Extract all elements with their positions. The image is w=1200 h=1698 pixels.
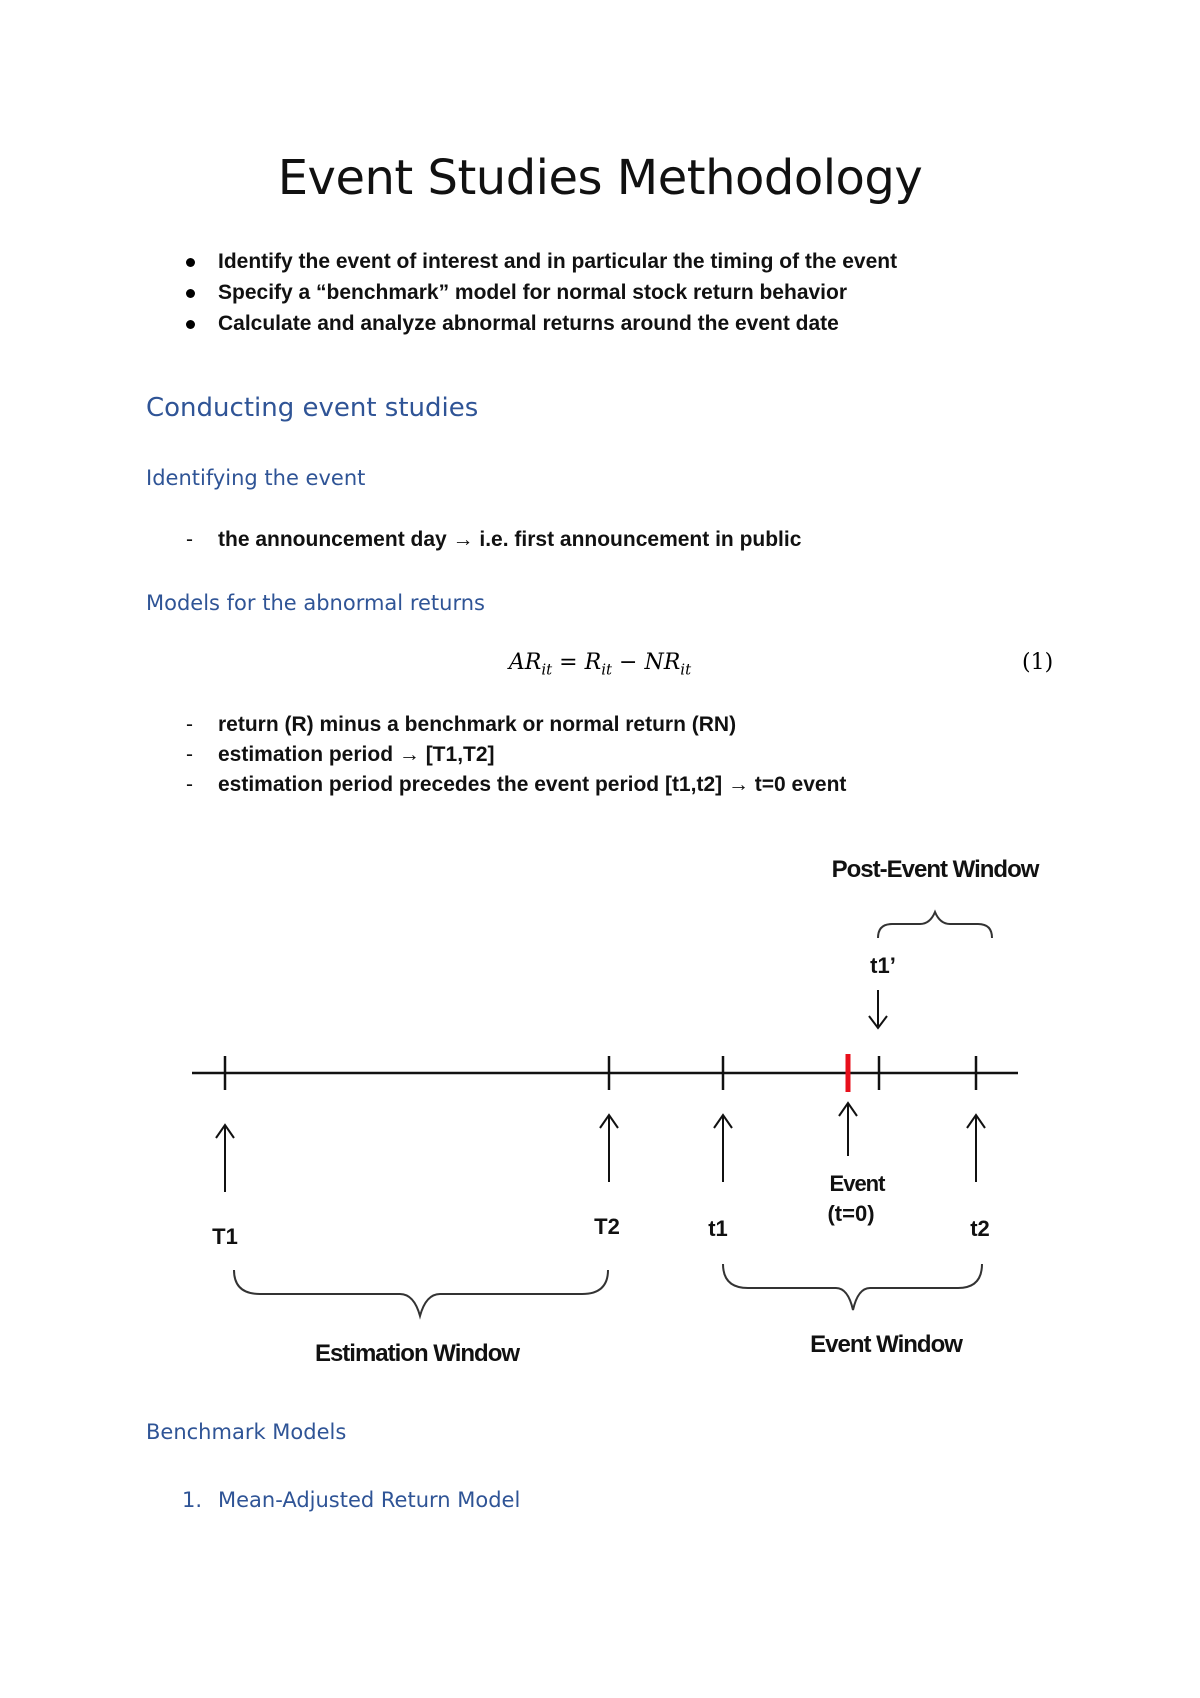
- post-event-window-brace: [878, 912, 992, 938]
- event-window-label: Event Window: [810, 1331, 962, 1358]
- estimation-window-brace: [234, 1270, 608, 1316]
- bullet-icon: [186, 258, 195, 267]
- post-event-window-label: Post-Event Window: [831, 856, 1039, 883]
- bullet-icon: [186, 320, 195, 329]
- label-event: Event: [829, 1171, 885, 1196]
- list-item: - estimation period → [T1,T2]: [186, 743, 495, 766]
- subheading-models: Models for the abnormal returns: [146, 591, 485, 615]
- up-arrow-icon: [216, 1125, 234, 1192]
- page-title: Event Studies Methodology: [277, 150, 923, 206]
- identifying-list: [180, 525, 801, 555]
- down-arrow-icon: [869, 990, 887, 1028]
- subheading-benchmark: Benchmark Models: [146, 1420, 347, 1444]
- up-arrow-icon: [967, 1115, 985, 1182]
- bullet-icon: [186, 289, 195, 298]
- label-event-t0: (t=0): [827, 1201, 875, 1226]
- event-timeline-diagram: [0, 840, 1200, 1400]
- t1-prime-label: t1’: [870, 953, 896, 978]
- up-arrow-icon: [600, 1115, 618, 1182]
- event-window-brace: [723, 1264, 982, 1310]
- list-item: Calculate and analyze abnormal returns around the event date: [180, 308, 897, 339]
- label-t2: t2: [970, 1216, 990, 1241]
- list-item: 1. Mean-Adjusted Return Model: [182, 1488, 521, 1512]
- list-item: Identify the event of interest and in particular the timing of the event: [180, 246, 897, 277]
- estimation-window-label: Estimation Window: [314, 1340, 520, 1367]
- list-item: - return (R) minus a benchmark or normal return (RN): [186, 713, 737, 736]
- list-item: - estimation period precedes the event period [t1,t2] → t=0 event: [186, 773, 847, 796]
- equation-number: (1): [1022, 650, 1054, 675]
- up-arrow-icon: [714, 1115, 732, 1182]
- list-item: Specify a “benchmark” model for normal stock return behavior: [180, 277, 897, 308]
- section-heading: Conducting event studies: [146, 393, 479, 423]
- equation-abnormal-return: $AR_{it} = R_{it} - NR_{it}$: [508, 650, 692, 679]
- label-T2: T2: [594, 1214, 620, 1239]
- list-item: - the announcement day → i.e. first announcement in public: [186, 528, 802, 551]
- benchmark-models-list: [180, 1488, 520, 1512]
- up-arrow-icon: [839, 1103, 857, 1156]
- models-list: [180, 710, 846, 800]
- intro-bullet-list: [180, 246, 897, 339]
- label-t1: t1: [708, 1216, 728, 1241]
- subheading-identifying: Identifying the event: [146, 466, 366, 490]
- label-T1: T1: [212, 1224, 238, 1249]
